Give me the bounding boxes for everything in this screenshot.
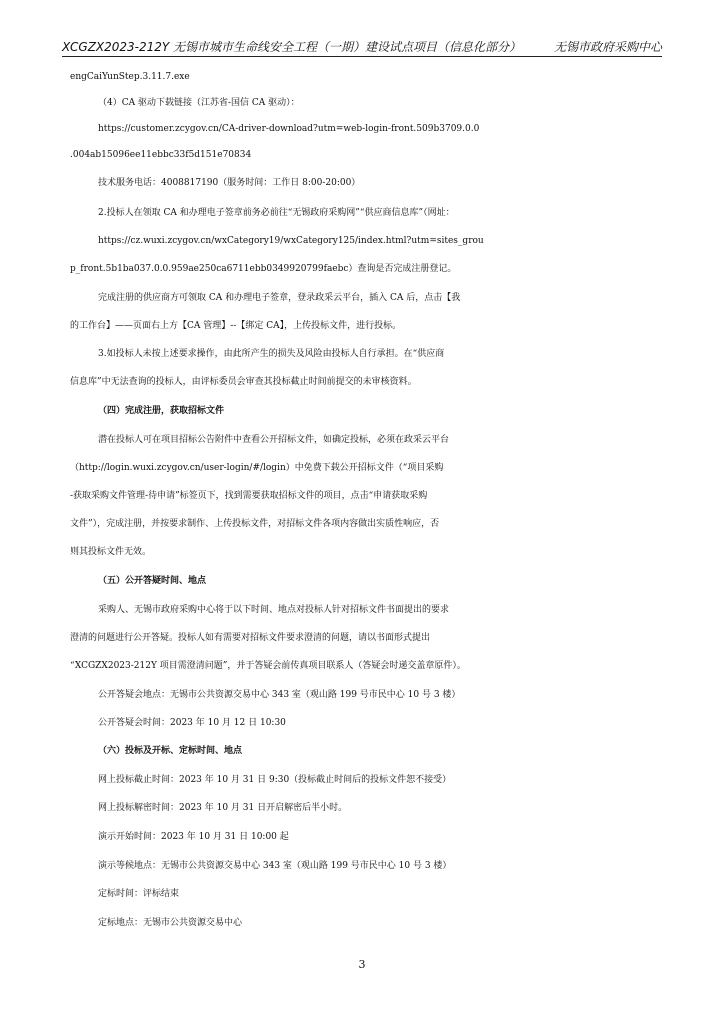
text-line: 3.如投标人未按上述要求操作，由此所产生的损失及风险由投标人自行承担。在“供应商 — [98, 349, 445, 359]
text-line: 采购人、无锡市政府采购中心将于以下时间、地点对投标人针对招标文件书面提出的要求 — [98, 605, 450, 615]
text-line: 文件”），完成注册，并按要求制作、上传投标文件，对招标文件各项内容做出实质性响应，否 — [70, 519, 440, 529]
page-header — [62, 36, 662, 57]
text-line: 定标时间：评标结束 — [98, 889, 180, 899]
text-line: 网上投标解密时间：2023 年 10 月 31 日开启解密后半小时。 — [98, 803, 348, 813]
text-line: 网上投标截止时间：2023 年 10 月 31 日 9:30（投标截止时间后的投标文件恕不接受） — [98, 775, 452, 785]
section-heading: （六）投标及开标、定标时间、地点 — [98, 746, 243, 756]
text-line: （http://login.wuxi.zcygov.cn/user-login/#/login）中免费下载公开招标文件（“项目采购 — [70, 463, 444, 473]
page-number: 3 — [358, 958, 366, 971]
text-line: .004ab15096ee11ebbc33f5d151e70834 — [70, 150, 252, 160]
text-line: 则其投标文件无效。 — [70, 547, 152, 557]
text-line: “XCGZX2023-212Y 项目需澄清问题”，并于答疑会前传真项目联系人（答疑会时递交盖章原件）。 — [70, 661, 466, 671]
header-agency: 无锡市政府采购中心 — [553, 40, 662, 54]
text-line: 公开答疑会地点：无锡市公共资源交易中心 343 室（观山路 199 号市民中心 10 号 3 楼） — [98, 690, 461, 700]
text-line: （4）CA 驱动下载链接（江苏省-国信 CA 驱动）： — [98, 98, 300, 108]
text-line: 澄清的问题进行公开答疑。投标人如有需要对招标文件要求澄清的问题，请以书面形式提出 — [70, 633, 431, 643]
section-heading: （四）完成注册，获取招标文件 — [98, 406, 225, 416]
text-line: 信息库”中无法查询的投标人，由评标委员会审查其投标截止时间前提交的未审核资料。 — [70, 377, 417, 387]
text-line: 完成注册的供应商方可领取 CA 和办理电子签章，登录政采云平台，插入 CA 后，点击【我 — [98, 293, 461, 303]
text-line: 公开答疑会时间：2023 年 10 月 12 日 10:30 — [98, 718, 286, 728]
text-line: 潜在投标人可在项目招标公告附件中查看公开招标文件，如确定投标，必须在政采云平台 — [98, 435, 450, 445]
text-line: 定标地点：无锡市公共资源交易中心 — [98, 918, 243, 928]
header-project-code: XCGZX2023-212Y 无锡市城市生命线安全工程（一期）建设试点项目（信息化部分） — [62, 40, 522, 54]
text-line: https://customer.zcygov.cn/CA-driver-download?utm=web-login-front.509b3709.0.0 — [98, 124, 480, 134]
text-line: https://cz.wuxi.zcygov.cn/wxCategory19/wxCategory125/index.html?utm=sites_grou — [98, 236, 484, 246]
text-line: 演示等候地点：无锡市公共资源交易中心 343 室（观山路 199 号市民中心 10 号 3 楼） — [98, 861, 452, 871]
text-line: 的工作台】——页面右上方【CA 管理】--【绑定 CA】，上传投标文件，进行投标。 — [70, 321, 402, 331]
text-line: -获取采购文件管理-待申请”标签页下，找到需要获取招标文件的项目，点击“申请获取采购 — [70, 491, 428, 501]
text-line: 演示开始时间：2023 年 10 月 31 日 10:00 起 — [98, 832, 289, 842]
text-line: engCaiYunStep.3.11.7.exe — [70, 72, 190, 82]
text-line: 技术服务电话：4008817190（服务时间：工作日 8:00-20:00） — [98, 178, 361, 188]
text-line: 2.投标人在领取 CA 和办理电子签章前务必前往“无锡政府采购网”“供应商信息库”（网址： — [98, 208, 455, 218]
text-line: p_front.5b1ba037.0.0.959ae250ca6711ebb0349920799faebc）查询是否完成注册登记。 — [70, 264, 457, 274]
section-heading: （五）公开答疑时间、地点 — [98, 576, 207, 586]
